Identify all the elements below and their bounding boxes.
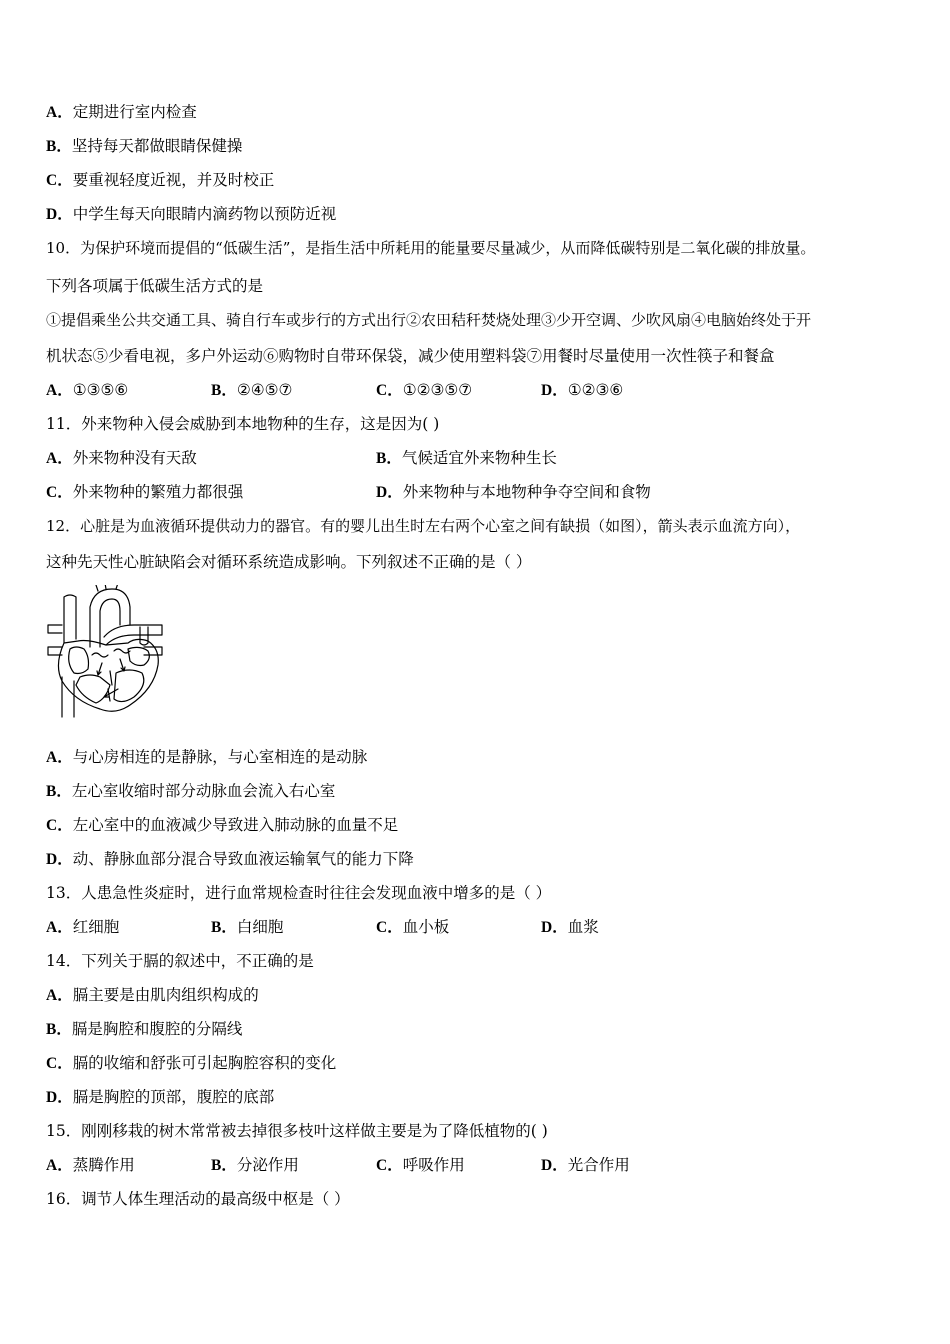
q14-option-c: C．膈的收缩和舒张可引起胸腔容积的变化 <box>46 1054 337 1072</box>
q10-option-b: B．②④⑤⑦ <box>211 381 293 399</box>
left-ventricle <box>114 670 144 702</box>
q16-stem: 16．调节人体生理活动的最高级中枢是（ ） <box>46 1190 350 1208</box>
q11-option-d: D．外来物种与本地物种争夺空间和食物 <box>376 483 651 501</box>
q10-option-d: D．①②③⑥ <box>541 381 624 399</box>
pulmonary-artery <box>104 625 162 645</box>
q10-items-line2: 机状态⑤少看电视，多户外运动⑥购物时自带环保袋，减少使用塑料袋⑦用餐时尽量使用一次性筷子和餐盒 <box>46 347 775 365</box>
q9-option-a: A．定期进行室内检查 <box>46 103 197 121</box>
blood-flow-arrow <box>104 689 118 697</box>
left-atrium <box>128 647 149 665</box>
q13-option-d: D．血浆 <box>541 918 599 936</box>
heart-diagram <box>44 585 169 720</box>
q14-option-b: B．膈是胸腔和腹腔的分隔线 <box>46 1020 243 1038</box>
q10-option-a: A．①③⑤⑥ <box>46 381 129 399</box>
q9-option-d: D．中学生每天向眼睛内滴药物以预防近视 <box>46 205 337 223</box>
q9-option-c: C．要重视轻度近视，并及时校正 <box>46 171 275 189</box>
q10-option-c: C．①②③⑤⑦ <box>376 381 473 399</box>
q13-stem: 13．人患急性炎症时，进行血常规检查时往往会发现血液中增多的是（ ） <box>46 884 552 902</box>
q12-stem-line1: 12．心脏是为血液循环提供动力的器官。有的婴儿出生时左右两个心室之间有缺损（如图），箭头表示血流方向）， <box>46 517 801 535</box>
q15-option-c: C．呼吸作用 <box>376 1156 465 1174</box>
q12-option-a: A．与心房相连的是静脉，与心室相连的是动脉 <box>46 748 368 766</box>
q14-option-a: A．膈主要是由肌肉组织构成的 <box>46 986 259 1004</box>
q11-stem: 11．外来物种入侵会威胁到本地物种的生存，这是因为( ) <box>46 415 440 433</box>
q15-option-b: B．分泌作用 <box>211 1156 299 1174</box>
q12-option-d: D．动、静脉血部分混合导致血液运输氧气的能力下降 <box>46 850 414 868</box>
q10-stem-line1: 10．为保护环境而提倡的“低碳生活”，是指生活中所耗用的能量要尽量减少，从而降低碳特别是二氧化碳的排放量。 <box>46 239 816 257</box>
q9-option-b: B．坚持每天都做眼睛保健操 <box>46 137 243 155</box>
q12-stem-line2: 这种先天性心脏缺陷会对循环系统造成影响。下列叙述不正确的是（ ） <box>46 553 532 571</box>
q13-option-c: C．血小板 <box>376 918 450 936</box>
q11-option-c: C．外来物种的繁殖力都很强 <box>46 483 244 501</box>
q12-option-b: B．左心室收缩时部分动脉血会流入右心室 <box>46 782 336 800</box>
q10-items-line1: ①提倡乘坐公共交通工具、骑自行车或步行的方式出行②农田秸秆焚烧处理③少开空调、少吹风扇④电脑始终处于开 <box>46 311 812 329</box>
q12-option-c: C．左心室中的血液减少导致进入肺动脉的血量不足 <box>46 816 399 834</box>
q15-option-d: D．光合作用 <box>541 1156 630 1174</box>
aorta <box>90 589 130 647</box>
q11-option-a: A．外来物种没有天敌 <box>46 449 197 467</box>
right-ventricle <box>76 675 110 703</box>
superior-vena-cava <box>64 595 76 643</box>
q14-option-d: D．膈是胸腔的顶部，腹腔的底部 <box>46 1088 275 1106</box>
q13-option-a: A．红细胞 <box>46 918 120 936</box>
q14-stem: 14．下列关于膈的叙述中，不正确的是 <box>46 952 314 970</box>
q15-stem: 15．刚刚移栽的树木常常被去掉很多枝叶这样做主要是为了降低植物的( ) <box>46 1122 548 1140</box>
q11-option-b: B．气候适宜外来物种生长 <box>376 449 557 467</box>
right-atrium <box>69 647 89 674</box>
q13-option-b: B．白细胞 <box>211 918 284 936</box>
q10-stem-line2: 下列各项属于低碳生活方式的是 <box>46 277 264 295</box>
q15-option-a: A．蒸腾作用 <box>46 1156 135 1174</box>
